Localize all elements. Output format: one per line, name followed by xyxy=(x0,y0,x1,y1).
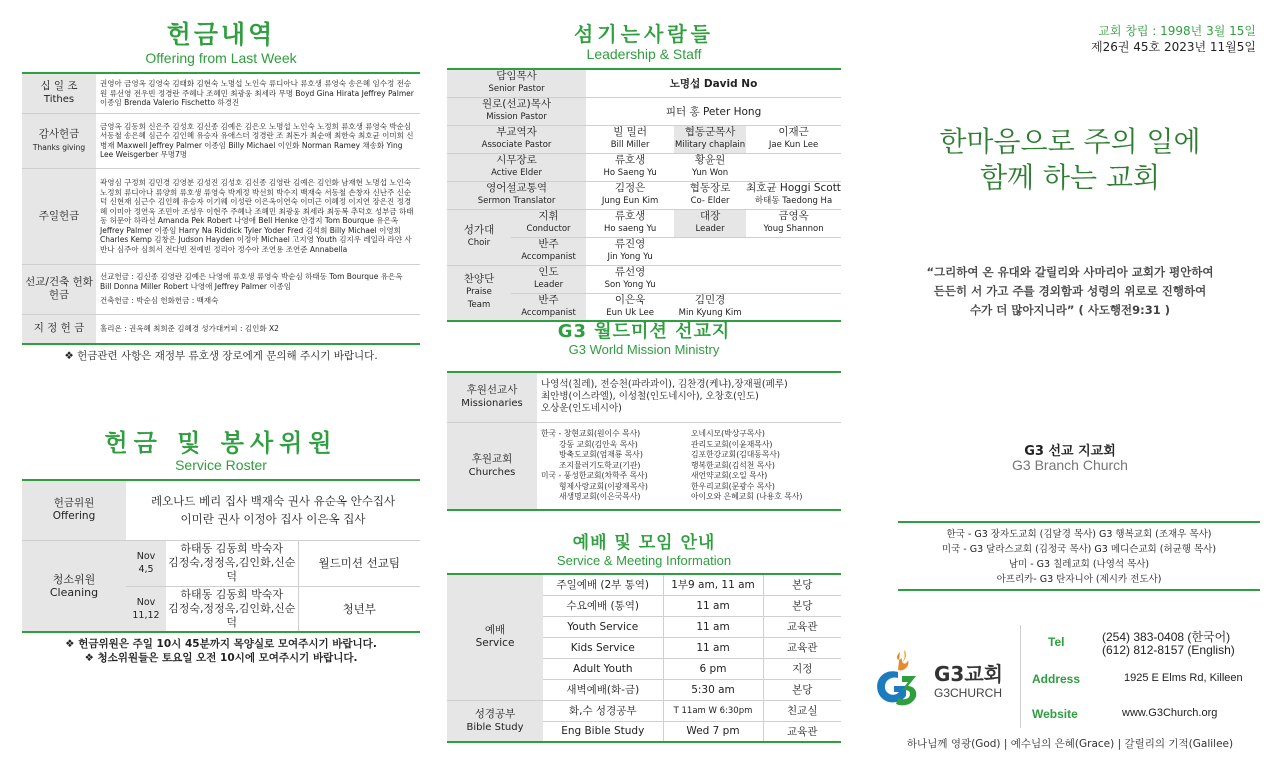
praise-label-en: Praise xyxy=(466,287,492,298)
verse-line: 수가 더 많아지니라” ( 사도행전9:31 ) xyxy=(970,303,1170,317)
missionaries-line: 최안병(이스라엘), 이성철(인도네시아), 오창호(인도) xyxy=(541,391,759,403)
branch-item: 남미 - G3 칠레교회 (나영석 목사) xyxy=(1008,559,1150,570)
service-place: 지정 xyxy=(763,658,841,679)
church-logo xyxy=(868,646,1020,710)
service-time: 6 pm xyxy=(663,658,763,679)
verse-line: 든든히 서 가고 주를 경외함과 성령의 위로로 진행하여 xyxy=(933,284,1207,298)
praise-leader-name-en: Son Yong Yu xyxy=(604,280,656,290)
cleaning-names-2: 김정숙,정정옥,김인화,신순덕 xyxy=(168,601,296,629)
service-name: 화,수 성경공부 xyxy=(543,700,663,721)
contact-divider xyxy=(1020,625,1021,728)
branch-item: 미국 - G3 달라스교회 (김정국 목사) G3 메디슨교회 (허균행 목사) xyxy=(941,544,1217,555)
website-link[interactable]: www.G3Church.org xyxy=(1122,707,1218,719)
senior-name: 노명섭 David No xyxy=(586,69,841,97)
service-place: 교육관 xyxy=(763,616,841,637)
roster-note-2: ❖ 청소위원들은 토요일 오전 10시에 모여주시기 바랍니다. xyxy=(84,652,358,664)
cleaning-team: 청년부 xyxy=(298,586,420,632)
cleaning-label-en: Cleaning xyxy=(49,585,99,599)
roster-note-1: ❖ 헌금위원은 주일 10시 45분까지 목양실로 모여주시기 바랍니다. xyxy=(65,638,377,650)
service-place: 본당 xyxy=(763,574,841,595)
row-names: 곽영심 구정희 김민경 김영분 김성진 김성호 김신종 김영란 김예은 김인화 남재현 노명섭 노인숙 노정희 류디아나 류양희 류호생 류영숙 박계정 박선희 박수지 백재숙 서동철 손창자 신난주 신순덕 신현재 심근수 김인혜 유승자 이기웨 이성란 이은옥이연숙 이미근 이혜정 이지연 장은진 정경혜 이미아 정연욱 조민아 조성우 이현주 주혜나 조혜민 최광웅 최세라 최동복 추덕호 성부금 하태동 허문아 하라선 Amanda Pek Robert 나영애 Bell Henke 안경지 Tom Bourque 유은옥 Jeffrey Palmer 이종임 Harry Na Riddick Tyler Yoder Fred 김석희 Billy Michael 이영희 Charles Kemp 김창은 Judson Hayden 이정아 Michael 고지영 Youth 김지우 레일라 라얀 사반나 심주아 심희서 전다빈 전예빈 정리아 정수아 조연용 조연준 Annabella xyxy=(96,168,420,264)
offering-note: ❖ 헌금관련 사항은 재정부 류호생 장로에게 문의해 주시기 바랍니다. xyxy=(64,350,378,362)
leadership-title: 섬기는사람들 xyxy=(574,22,714,46)
cleaning-label: 청소위원 xyxy=(52,572,96,586)
sermon-name: 최호균 Hoggi Scott xyxy=(746,182,841,194)
service-time: T 11am W 6:30pm xyxy=(663,700,763,721)
assoc-label: 부교역자 xyxy=(496,126,537,138)
sermon-name: 협동장로 xyxy=(689,182,731,194)
sermon-label-en: Sermon Translator xyxy=(477,196,556,206)
church-item: 새생명교회(이은국목사) xyxy=(559,492,641,501)
table-row xyxy=(447,125,841,153)
row-label-en: Tithes xyxy=(43,94,75,106)
sermon-name-en: Co- Elder xyxy=(690,196,730,206)
service-time: 11 am xyxy=(663,616,763,637)
active-name: 류호생 xyxy=(614,154,646,166)
table-row xyxy=(447,574,841,595)
active-label-en: Active Elder xyxy=(491,168,542,178)
active-name-en: Ho Saeng Yu xyxy=(603,168,657,178)
cleaning-date-month: Nov xyxy=(136,596,156,608)
assoc-name: 협동군목사 xyxy=(684,126,736,138)
branch-item: 아프리카- G3 탄자니아 (제시카 전도사) xyxy=(996,574,1162,585)
choir-label-en: Choir xyxy=(467,238,491,248)
mission-subtitle: G3 World Mission Ministry xyxy=(568,342,720,357)
row-label: 주일헌금 xyxy=(38,209,80,222)
table-row xyxy=(447,265,841,293)
church-item: 오네시모(박상구목사) xyxy=(691,429,765,438)
church-item: 김포한강교회(김대동목사) xyxy=(691,450,780,459)
service-name: 수요예배 (통역) xyxy=(543,595,663,616)
roster-title: 헌금 및 봉사위원 xyxy=(104,429,338,457)
senior-label-en: Senior Pastor xyxy=(488,84,545,95)
row-label: 선교/건축 헌화헌금 xyxy=(25,276,93,301)
table-row xyxy=(447,700,841,721)
conductor-name: 류호생 xyxy=(614,210,646,222)
church-item: 방축도교회(엄재룡 목사) xyxy=(559,450,643,459)
table-row xyxy=(22,314,420,344)
offering-subtitle: Offering from Last Week xyxy=(145,50,297,66)
issue-date: 제26권 45호 2023년 11월5일 xyxy=(1091,40,1256,54)
service-place: 친교실 xyxy=(763,700,841,721)
table-row xyxy=(447,372,841,422)
service-place: 본당 xyxy=(763,595,841,616)
church-item: 새언약교회(오일 목사) xyxy=(691,471,768,480)
service-name: Eng Bible Study xyxy=(543,721,663,742)
worship-title: 예배 및 모임 안내 xyxy=(572,533,716,553)
accompanist-label: 반주 xyxy=(538,238,559,250)
missionaries-line: 나영석(칠레), 전승천(파라과이), 김찬경(케냐),장재필(페루) xyxy=(541,379,788,391)
conductor-name-en: Ho saeng Yu xyxy=(603,224,657,234)
cleaning-date-days: 4,5 xyxy=(138,564,154,575)
cleaning-date-days: 11,12 xyxy=(132,609,160,621)
assoc-name-en: Military chaplain xyxy=(675,140,746,150)
service-name: 주일예배 (2부 통역) xyxy=(543,574,663,595)
mission-title: G3 월드미션 선교지 xyxy=(557,321,731,342)
praise-leader-label-en: Leader xyxy=(533,280,564,290)
g3-logo-icon xyxy=(868,646,924,710)
row-label-en: Thanks giving xyxy=(32,142,86,152)
service-place: 교육관 xyxy=(763,721,841,742)
address-label: Address xyxy=(1032,672,1081,686)
accompanist-label-en: Accompanist xyxy=(521,252,576,262)
assoc-name: 빌 밀러 xyxy=(613,126,647,138)
church-item: 강동 교회(김안욱 목사) xyxy=(559,439,638,449)
table-row xyxy=(447,181,841,209)
address-value: 1925 E Elms Rd, Killeen xyxy=(1124,672,1243,684)
sermon-label: 영어설교통역 xyxy=(486,182,547,194)
mission-label-en: Mission Pastor xyxy=(486,112,547,122)
church-item: 미국 - 풍성한교회(차학주 목사) xyxy=(541,471,648,480)
mission-table xyxy=(447,371,841,511)
sermon-name-en: 하태동 Taedong Ha xyxy=(754,196,833,206)
choir-accompanist-name-en: Jin Yong Yu xyxy=(607,252,653,262)
row-names: 금영옥 김동희 신은주 김성호 김신종 김예은 김은오 노명섭 노인숙 노정희 류호생 류영숙 박순심 서동철 송은혜 심근수 김인혜 유승자 유애스더 정경란 조 최돈가 최순애 최한숙 최호균 이미희 신병재 Maxwell Jeffrey Palmer 이종임 Billy Michael 이인화 Norman Ramey 채송화 Ying Lee Weisgerber 무명7명 xyxy=(96,113,420,168)
tel-value-2: (612) 812-8157 (English) xyxy=(1102,643,1235,657)
praise-accompanist-name: 이은욱 xyxy=(614,293,646,306)
roster-offering-label-en: Offering xyxy=(52,510,96,523)
logo-text-en: G3CHURCH xyxy=(934,686,1003,700)
senior-label: 담임목사 xyxy=(496,70,537,83)
worship-subtitle: Service & Meeting Information xyxy=(556,553,732,568)
roster-table xyxy=(22,479,420,633)
service-time: 11 am xyxy=(663,637,763,658)
service-place: 본당 xyxy=(763,679,841,700)
sermon-name: 김정은 xyxy=(614,182,646,194)
accompanist-label: 반주 xyxy=(538,293,559,306)
table-row xyxy=(22,540,420,586)
row-names: 권영아 금영옥 김영숙 김태화 김현숙 노명섭 노인숙 류디아나 류호생 류영숙 송은혜 임수정 전승원 류선영 전우빈 정경란 주혜나 조혜민 최광웅 최세라 무명 Boyd Gina Hirata Jeffrey Palmer 이종임 Brenda Valerio Fischetto 하경진 xyxy=(96,73,420,113)
service-time: 5:30 am xyxy=(663,679,763,700)
church-motto xyxy=(880,124,1260,196)
accompanist-label-en: Accompanist xyxy=(521,307,576,318)
offering-names-1: 레오나드 베리 집사 백재숙 권사 유순옥 안수집사 xyxy=(150,494,396,509)
row-label: 지 정 헌 금 xyxy=(33,322,85,335)
assoc-label-en: Associate Pastor xyxy=(481,140,552,150)
cleaning-names-1: 하태동 김동희 박숙자 xyxy=(180,587,284,601)
offering-names-2: 이미란 권사 이정아 집사 이은옥 집사 xyxy=(180,512,366,527)
tel-label: Tel xyxy=(1048,635,1065,649)
worship-table xyxy=(447,573,841,743)
praise-label-en-2: Team xyxy=(467,300,491,311)
missionaries-label-en: Missionaries xyxy=(461,398,523,410)
logo-text-ko: G3교회 xyxy=(934,662,1003,686)
table-row xyxy=(22,480,420,540)
leadership-table xyxy=(447,68,841,322)
row-label: 감사헌금 xyxy=(38,127,80,140)
church-item: 형제사랑교회(이광재목사) xyxy=(559,481,648,491)
bible-study-label: 성경공부 xyxy=(474,707,516,720)
missionaries-label: 후원선교사 xyxy=(466,384,518,397)
service-name: Kids Service xyxy=(543,637,663,658)
service-time: Wed 7 pm xyxy=(663,721,763,742)
row-names: 홀리온 : 권옥혜 최희준 김혜경 성가대커피 : 김인화 X2 xyxy=(96,314,420,344)
service-name: 새벽예배(화-금) xyxy=(543,679,663,700)
service-label: 예배 xyxy=(484,624,506,637)
column-offering xyxy=(22,0,420,665)
table-row xyxy=(447,209,841,237)
column-leadership xyxy=(447,0,841,743)
church-item: 아이오와 은혜교회 (나용호 목사) xyxy=(691,492,803,501)
branch-item: 한국 - G3 장자도교회 (김달경 목사) G3 행복교회 (조재우 목사) xyxy=(946,529,1212,540)
table-row xyxy=(447,69,841,97)
praise-leader-label: 인도 xyxy=(538,266,559,278)
churches-left xyxy=(541,429,681,503)
service-time: 11 am xyxy=(663,595,763,616)
choir-leader-name-en: Youg Shannon xyxy=(763,224,824,234)
mission-name: 피터 홍 Peter Hong xyxy=(586,97,841,125)
assoc-name-en: Bill Miller xyxy=(610,140,650,150)
cleaning-names-2: 김정숙,정정옥,김인화,신순덕 xyxy=(168,556,296,583)
row-names: 선교헌금 : 김신종 김영란 김예은 나영애 류호생 류영숙 박순심 하태동 Tom Bourque 유은옥 Bill Donna Miller Robert 나영애 Jeffrey Palmer 이종임 xyxy=(100,272,403,291)
church-item: 한국 - 창현교회(원이수 목사) xyxy=(541,429,641,438)
cleaning-date-month: Nov xyxy=(136,551,156,562)
roster-offering-label: 헌금위원 xyxy=(53,497,95,510)
praise-accompanist-name-en: Eun Uk Lee xyxy=(606,307,654,318)
active-label: 시무장로 xyxy=(496,154,537,166)
table-row xyxy=(447,422,841,510)
service-place: 교육관 xyxy=(763,637,841,658)
assoc-name-en: Jae Kun Lee xyxy=(768,140,819,150)
cleaning-names-1: 하태동 김동희 박숙자 xyxy=(180,542,284,555)
row-names-2: 건축헌금 : 박순심 헌화헌금 : 백재숙 xyxy=(100,296,219,306)
table-row xyxy=(447,153,841,181)
churches-list xyxy=(541,429,837,503)
conductor-label: 지휘 xyxy=(538,210,559,222)
service-label-en: Service xyxy=(475,637,515,650)
column-cover xyxy=(860,0,1280,777)
church-item: 한우리교회(문광수 목사) xyxy=(691,481,775,491)
active-name: 황윤원 xyxy=(694,154,726,166)
conductor-label-en: Conductor xyxy=(526,224,571,234)
choir-leader-name: 금영옥 xyxy=(778,210,809,222)
praise-accompanist-name: 김민경 xyxy=(694,293,726,306)
bible-study-label-en: Bible Study xyxy=(466,721,524,733)
choir-accompanist-name: 류진영 xyxy=(614,238,646,250)
praise-accompanist-name-en: Min Kyung Kim xyxy=(678,307,742,318)
table-row xyxy=(447,97,841,125)
table-row xyxy=(22,264,420,314)
praise-leader-name: 류선영 xyxy=(614,266,646,278)
offering-table xyxy=(22,72,420,345)
missionaries-line: 오상운(인도네시아) xyxy=(541,403,622,415)
verse-line: “그리하여 온 유대와 갈릴리와 사마리아 교회가 평안하여 xyxy=(926,265,1214,279)
choir-leader-label: 대장 xyxy=(699,210,721,222)
choir-leader-label-en: Leader xyxy=(695,224,725,234)
offering-title: 헌금내역 xyxy=(166,20,276,49)
praise-label: 찬양단 xyxy=(463,273,495,286)
founded-date: 교회 창립 : 1998년 3월 15일 xyxy=(1098,24,1256,38)
branch-list xyxy=(898,521,1260,591)
row-label: 십 일 조 xyxy=(40,80,78,93)
roster-subtitle: Service Roster xyxy=(175,457,267,473)
branch-title: G3 선교 지교회 xyxy=(1024,444,1116,459)
leadership-subtitle: Leadership & Staff xyxy=(586,46,702,62)
table-row xyxy=(22,113,420,168)
churches-label: 후원교회 xyxy=(471,452,513,465)
motto-line-1: 한마음으로 주의 일에 xyxy=(939,125,1201,158)
motto-line-2: 함께 하는 교회 xyxy=(979,161,1161,194)
choir-label: 성가대 xyxy=(463,224,495,236)
mission-label: 원로(선교)목사 xyxy=(482,98,552,110)
service-name: Youth Service xyxy=(543,616,663,637)
sermon-name-en: Jung Eun Kim xyxy=(601,196,659,206)
footer-slogan: 하나님께 영광(God) | 예수님의 은혜(Grace) | 갈릴리의 기적(Galilee) xyxy=(906,738,1234,750)
churches-label-en: Churches xyxy=(468,466,516,478)
service-name: Adult Youth xyxy=(543,658,663,679)
table-row xyxy=(22,168,420,264)
table-row xyxy=(22,73,420,113)
website-label: Website xyxy=(1032,707,1078,721)
church-item: 행복한교회(김석천 목사) xyxy=(691,460,775,470)
scripture-verse xyxy=(860,263,1280,320)
church-item: 조지뮬러기도학교(기관) xyxy=(559,460,641,470)
church-item: 관리도교회(이윤재목사) xyxy=(691,439,773,449)
tel-value-1: (254) 383-0408 (한국어) xyxy=(1102,630,1231,644)
service-time: 1부9 am, 11 am xyxy=(663,574,763,595)
churches-right xyxy=(691,429,802,503)
assoc-name: 이재근 xyxy=(778,126,809,138)
active-name-en: Yun Won xyxy=(692,168,729,178)
branch-subtitle: G3 Branch Church xyxy=(1012,457,1128,473)
cleaning-team: 월드미션 선교팀 xyxy=(298,540,420,586)
